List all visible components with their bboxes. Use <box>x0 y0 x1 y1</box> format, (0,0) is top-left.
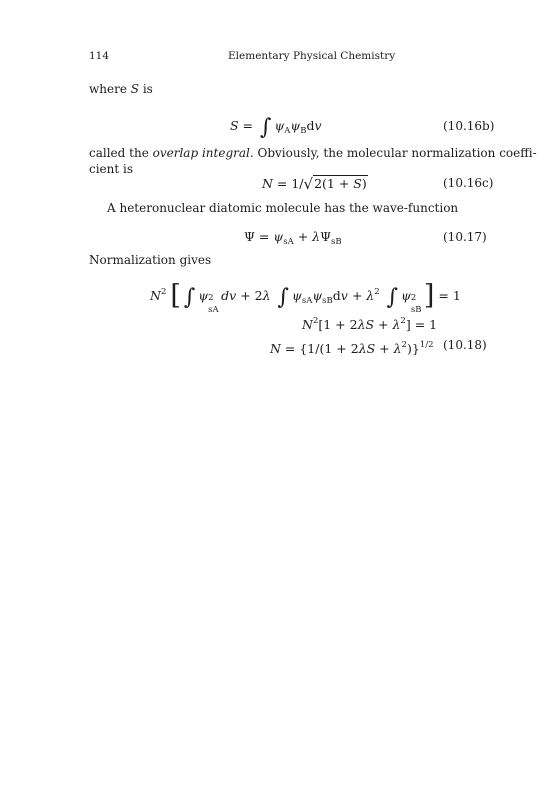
called-suffix: . Obviously, the molecular normalization coeffi- <box>249 146 537 160</box>
where-suffix: is <box>139 82 153 96</box>
coefficient-line: cient is <box>89 162 134 176</box>
equation-wave-function: $\Psi = \psi_{sA} + \lambda\Psi_{sB}$ <box>244 229 342 247</box>
equation-normalization-result: $N = \{1/(1 + 2\lambda S + \lambda^2)\}^{1/2}$ <box>270 340 434 356</box>
equation-number-10-16c: (10.16c) <box>443 176 494 190</box>
where-prefix: where <box>89 82 131 96</box>
called-prefix: called the <box>89 146 153 160</box>
page-number: 114 <box>89 50 110 62</box>
equation-number-10-17: (10.17) <box>443 230 487 244</box>
equation-normalization-coefficient: N = 1/√2(1 + S) <box>262 175 367 193</box>
equation-number-10-16b: (10.16b) <box>443 119 495 133</box>
where-s-is-line <box>89 82 153 97</box>
normalization-line: Normalization gives <box>89 253 212 267</box>
called-overlap-line <box>89 146 537 161</box>
where-variable: S <box>130 82 139 96</box>
running-title: Elementary Physical Chemistry <box>228 50 396 62</box>
equation-normalization-expanded: $N^2[1 + 2\lambda S + \lambda^2] = 1$ <box>302 316 438 332</box>
heteronuclear-line: A heteronuclear diatomic molecule has the wave-function <box>107 201 459 215</box>
equation-overlap-integral: S = ∫ $\psi_A\psi_Bdv$ <box>230 115 322 140</box>
equation-normalization-integral: $N^2$ [ ∫ ψ 2 sA dv + 2λ ∫ $\psi_{sA}\psi_{sB}dv + \lambda^2$ ∫ ψ 2 sB ] = 1 <box>150 280 461 315</box>
equation-number-10-18: (10.18) <box>443 338 487 352</box>
overlap-integral-term: overlap integral <box>152 146 250 160</box>
